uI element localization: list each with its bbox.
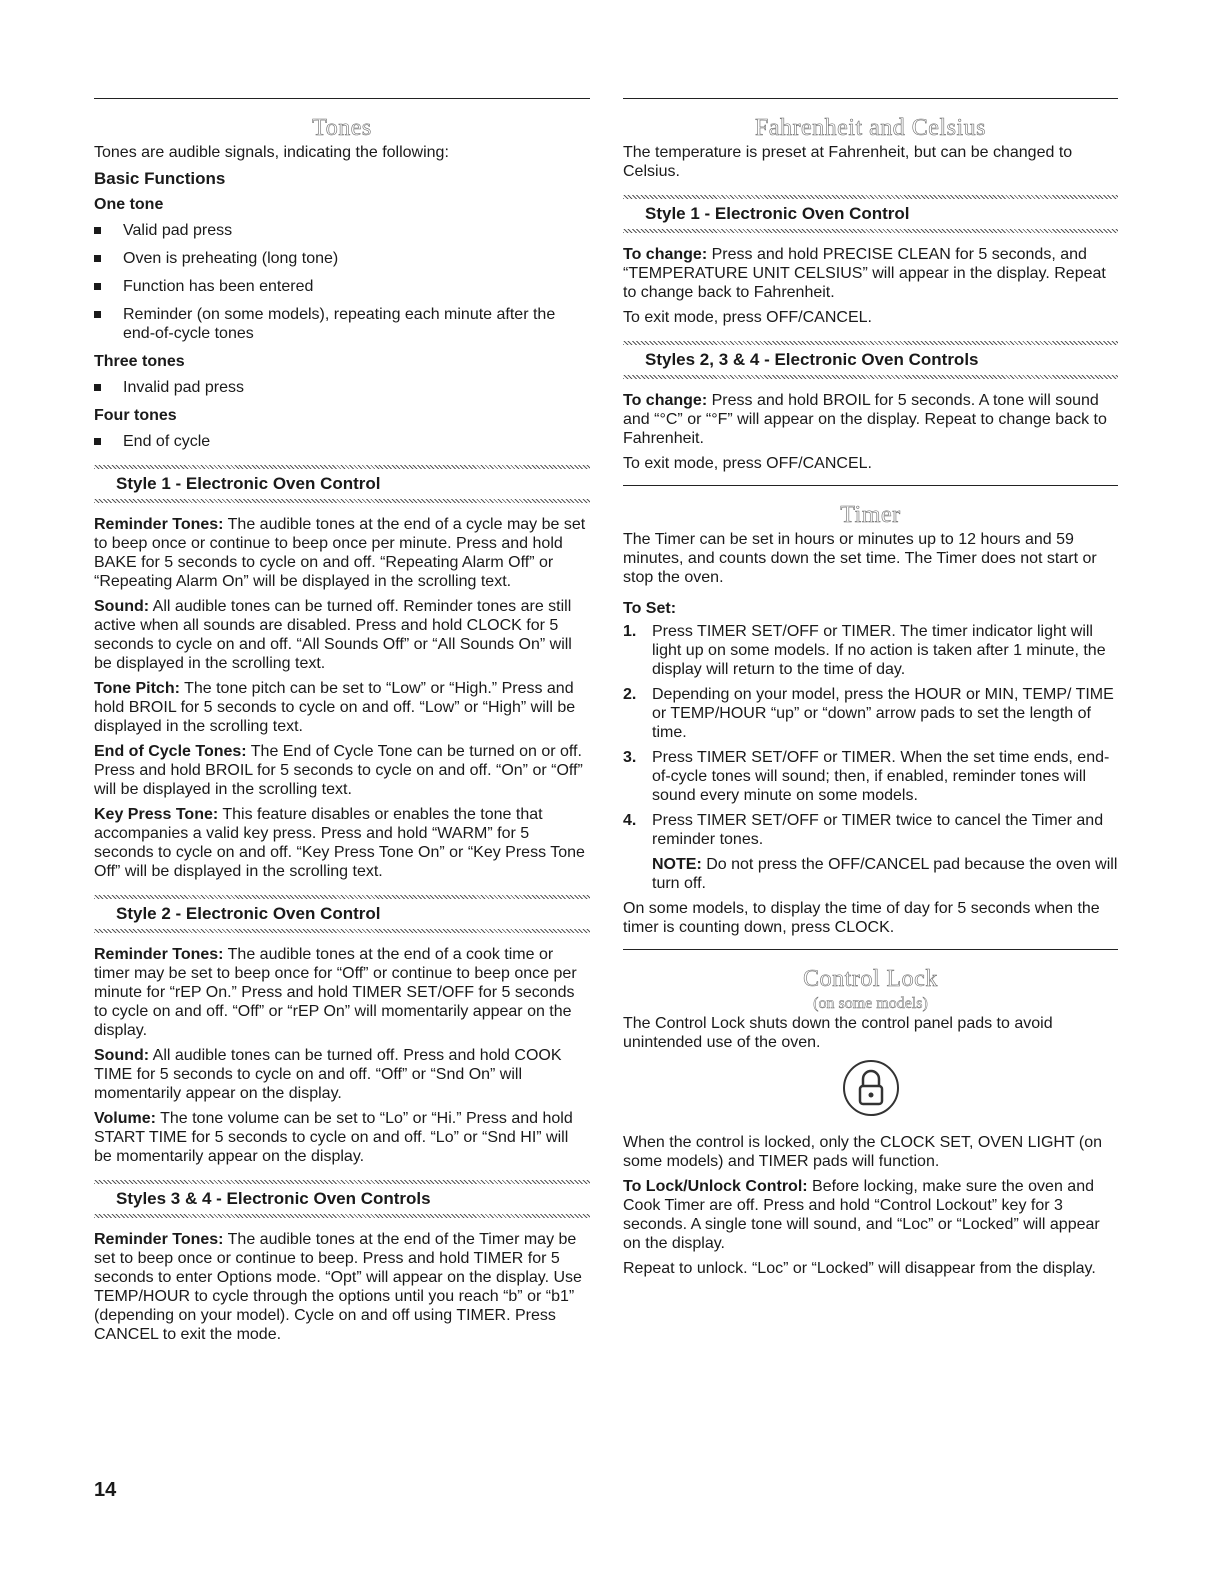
bullet-icon bbox=[94, 438, 101, 445]
list-item: Oven is preheating (long tone) bbox=[94, 249, 590, 268]
style34-subheading: Styles 3 & 4 - Electronic Oven Controls bbox=[94, 1180, 590, 1218]
paragraph: Volume: The tone volume can be set to “Lo” or “Hi.” Press and hold START TIME for 5 seconds to cycle on and off. “Lo” or “Snd HI” will be momentarily appear on the display. bbox=[94, 1110, 573, 1165]
fahrenheit-celsius-title: Fahrenheit and Celsius bbox=[755, 115, 986, 141]
three-tones-list bbox=[94, 378, 590, 397]
timer-intro: The Timer can be set in hours or minutes up to 12 hours and 59 minutes, and counts down the set time. The Timer does not start or stop the oven. bbox=[623, 531, 1097, 586]
lock-repeat: Repeat to unlock. “Loc” or “Locked” will disappear from the display. bbox=[623, 1260, 1096, 1277]
tones-intro: Tones are audible signals, indicating the following: bbox=[94, 144, 449, 161]
one-tone-list bbox=[94, 221, 590, 343]
to-set-heading: To Set: bbox=[623, 600, 677, 617]
paragraph: Key Press Tone: This feature disables or enables the tone that accompanies a valid key press. Press and hold “WARM” for 5 seconds to cycle on and off. “Key Press Tone On” or “Key Press Tone Off” will be displayed in the scrolling text. bbox=[94, 806, 585, 880]
bullet-icon bbox=[94, 227, 101, 234]
paragraph: To exit mode, press OFF/CANCEL. bbox=[623, 309, 872, 326]
lock-intro: The Control Lock shuts down the control panel pads to avoid unintended use of the oven. bbox=[623, 1015, 1053, 1051]
hatch-rule bbox=[94, 499, 590, 503]
paragraph: To change: Press and hold PRECISE CLEAN for 5 seconds, and “TEMPERATURE UNIT CELSIUS” will appear in the display. Repeat to change back to Fahrenheit. bbox=[623, 246, 1106, 301]
timer-steps bbox=[623, 622, 1118, 893]
hatch-rule bbox=[623, 229, 1118, 233]
control-lock-subtitle: (on some models) bbox=[813, 995, 928, 1012]
section-rule bbox=[623, 98, 1118, 99]
list-item: 1. Press TIMER SET/OFF or TIMER. The timer indicator light will light up on some models. If no action is taken after 1 minute, the display will return to the time of day. bbox=[623, 623, 1106, 678]
three-tones-heading: Three tones bbox=[94, 353, 185, 370]
right-column bbox=[623, 98, 1118, 1284]
control-lock-title: Control Lock bbox=[803, 966, 938, 992]
list-item: Reminder (on some models), repeating each minute after the end-of-cycle tones bbox=[94, 305, 590, 343]
four-tones-heading: Four tones bbox=[94, 407, 177, 424]
paragraph: Tone Pitch: The tone pitch can be set to “Low” or “High.” Press and hold BROIL for 5 seconds to cycle on and off. “Low” or “High” will be displayed in the scrolling text. bbox=[94, 680, 576, 735]
list-item: Invalid pad press bbox=[94, 378, 590, 397]
paragraph: Reminder Tones: The audible tones at the end of the Timer may be set to beep once or continue to beep. Press and hold TIMER for 5 seconds to enter Options mode. “Opt” will appear on the display. Use TEMP/HOUR to cycle through the options until you reach “b” or “b1” (depending on your model). Cycle on and off using TIMER. Press CANCEL to exit the mode. bbox=[94, 1231, 582, 1343]
left-column bbox=[94, 98, 590, 1350]
hatch-rule bbox=[94, 1214, 590, 1218]
four-tones-list bbox=[94, 432, 590, 451]
list-item: 4. Press TIMER SET/OFF or TIMER twice to cancel the Timer and reminder tones. NOTE: Do not press the OFF/CANCEL pad because the oven will turn off. bbox=[623, 812, 1118, 892]
paragraph: To Lock/Unlock Control: Before locking, make sure the oven and Cook Timer are off. Press and hold “Control Lockout” key for 3 seconds. A single tone will sound, and “Loc” or “Locked” will appear on the display. bbox=[623, 1178, 1100, 1252]
paragraph: To exit mode, press OFF/CANCEL. bbox=[623, 455, 872, 472]
lock-icon-wrap bbox=[623, 1058, 1118, 1123]
timer-outro: On some models, to display the time of day for 5 seconds when the timer is counting down, press CLOCK. bbox=[623, 900, 1100, 936]
one-tone-heading: One tone bbox=[94, 196, 164, 213]
basic-functions-heading: Basic Functions bbox=[94, 169, 226, 188]
bullet-icon bbox=[94, 384, 101, 391]
hatch-rule bbox=[94, 929, 590, 933]
list-item: 3. Press TIMER SET/OFF or TIMER. When the set time ends, end-of-cycle tones will sound; then, if enabled, reminder tones will sound every minute on some models. bbox=[623, 749, 1110, 804]
fc-style1-subheading: Style 1 - Electronic Oven Control bbox=[623, 195, 1118, 233]
bullet-icon bbox=[94, 283, 101, 290]
padlock-icon bbox=[841, 1058, 901, 1118]
paragraph: Sound: All audible tones can be turned off. Press and hold COOK TIME for 5 seconds to cycle on and off. “Off” or “Snd On” will momentarily appear on the display. bbox=[94, 1047, 562, 1102]
fc-style234-subheading: Styles 2, 3 & 4 - Electronic Oven Controls bbox=[623, 341, 1118, 379]
list-item: Function has been entered bbox=[94, 277, 590, 296]
list-item: 2. Depending on your model, press the HOUR or MIN, TEMP/ TIME or TEMP/HOUR “up” or “down” arrow pads to set the length of time. bbox=[623, 686, 1114, 741]
bullet-icon bbox=[94, 255, 101, 262]
hatch-rule bbox=[623, 375, 1118, 379]
paragraph: To change: Press and hold BROIL for 5 seconds. A tone will sound and “°C” or “°F” will appear on the display. Repeat to change back to Fahrenheit. bbox=[623, 392, 1107, 447]
style1-subheading: Style 1 - Electronic Oven Control bbox=[94, 465, 590, 503]
fc-intro: The temperature is preset at Fahrenheit, but can be changed to Celsius. bbox=[623, 144, 1073, 180]
paragraph: Sound: All audible tones can be turned off. Reminder tones are still active when all sounds are disabled. Press and hold CLOCK for 5 seconds to cycle on and off. “All Sounds Off” or “All Sounds On” will be displayed in the scrolling text. bbox=[94, 598, 572, 672]
list-item: Valid pad press bbox=[94, 221, 590, 240]
section-rule bbox=[623, 485, 1118, 486]
section-rule bbox=[623, 949, 1118, 950]
tones-title: Tones bbox=[312, 115, 372, 141]
paragraph: End of Cycle Tones: The End of Cycle Tone can be turned on or off. Press and hold BROIL for 5 seconds to cycle on and off. “On” or “Off” will be displayed in the scrolling text. bbox=[94, 743, 583, 798]
bullet-icon bbox=[94, 311, 101, 318]
list-item: End of cycle bbox=[94, 432, 590, 451]
page-number: 14 bbox=[94, 1479, 117, 1501]
timer-title: Timer bbox=[840, 502, 901, 528]
paragraph: Reminder Tones: The audible tones at the end of a cycle may be set to beep once or continue to beep once per minute. Press and hold BAKE for 5 seconds to cycle on and off. “Repeating Alarm Off” or “Repeating Alarm On” will be displayed in the scrolling text. bbox=[94, 516, 586, 590]
timer-note: NOTE: Do not press the OFF/CANCEL pad because the oven will turn off. bbox=[652, 856, 1118, 892]
lock-locked-text: When the control is locked, only the CLOCK SET, OVEN LIGHT (on some models) and TIMER pads will function. bbox=[623, 1134, 1103, 1170]
paragraph: Reminder Tones: The audible tones at the end of a cook time or timer may be set to beep once for “Off” or continue to beep once per minute for “rEP On.” Press and hold TIMER SET/OFF for 5 seconds to cycle on and off. “Off” or “rEP On” will momentarily appear on the display. bbox=[94, 946, 577, 1039]
section-rule bbox=[94, 98, 590, 99]
style2-subheading: Style 2 - Electronic Oven Control bbox=[94, 895, 590, 933]
